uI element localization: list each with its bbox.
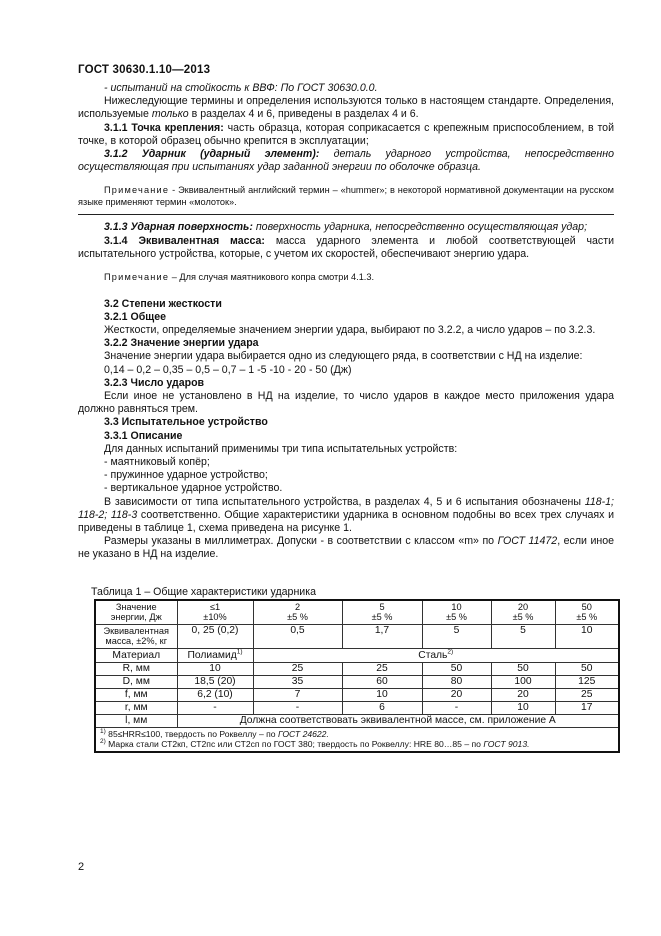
footnote-1: $^{1)}$ 85≤HRR≤100, твердость по Роквеллу – по ГОСТ 24622. — [100, 727, 329, 739]
term-3-1-4: 3.1.4 Эквивалентная масса: масса ударного элемента и любой соответствующей части испытательного устройства, которые, с учетом их скоростей, обеспечивают энергию удара. — [78, 234, 614, 260]
table-cell: 1,7 — [342, 624, 422, 648]
table-cell-l: Должна соответствовать эквивалентной массе, см. приложение А — [177, 714, 619, 727]
table-row — [95, 662, 619, 675]
table-cell: 125 — [555, 675, 619, 688]
table-cell-label: f, мм — [95, 688, 177, 701]
table-row-l — [95, 714, 619, 727]
heading-3-2-1: 3.2.1 Общее — [104, 310, 167, 323]
table-cell: 10 — [491, 701, 555, 714]
table-row — [95, 675, 619, 688]
table-cell-label: l, мм — [95, 714, 177, 727]
table-cell: 5 — [422, 624, 491, 648]
table-cell: 7 — [253, 688, 342, 701]
table-cell: - — [253, 701, 342, 714]
striker-characteristics-table — [94, 599, 620, 753]
table-cell: 5 ±5 % — [342, 600, 422, 624]
paragraph-3-2-2: Значение энергии удара выбирается одно из следующего ряда, в соответствии с НД на изделие: — [104, 350, 583, 363]
table-cell: ≤1 ±10% — [177, 600, 253, 624]
table-row-mass — [95, 624, 619, 648]
table-cell: 60 — [342, 675, 422, 688]
table-cell-polyamide: Полиамид$^{1)}$ — [177, 648, 253, 662]
table-cell: 20 ±5 % — [491, 600, 555, 624]
heading-3-3-1: 3.3.1 Описание — [104, 429, 183, 442]
table-cell: 25 — [253, 662, 342, 675]
table-cell-label: D, мм — [95, 675, 177, 688]
term-3-1-2: 3.1.2 Ударник (ударный элемент): деталь ударного устройства, непосредственно осуществляющая при испытаниях удар заданной энергии по оболочке образца. — [78, 148, 614, 174]
table-cell-label: Материал — [95, 648, 177, 662]
table-row-energy — [95, 600, 619, 624]
table-cell: 10 ±5 % — [422, 600, 491, 624]
table-cell-label: R, мм — [95, 662, 177, 675]
paragraph-intro: Нижеследующие термины и определения используются только в настоящем стандарте. Определения, используемые только в разделах 4 и 6, приведены в разделах 4 и 6. — [78, 95, 614, 121]
list-item-spring: - пружинное ударное устройство; — [104, 469, 268, 482]
table-cell: 10 — [177, 662, 253, 675]
term-3-1-3: 3.1.3 Ударная поверхность: поверхность ударника, непосредственно осуществляющая удар; — [104, 221, 588, 234]
table-cell-label: Значение энергии, Дж — [95, 600, 177, 624]
footnote-2: $^{2)}$ Марка стали СТ2кп, СТ2пс или СТ2сп по ГОСТ 380; твердость по Роквеллу: HRE 80…85 – по ГОСТ 9013. — [100, 738, 530, 749]
term-3-1-1: 3.1.1 Точка крепления: часть образца, которая соприкасается с крепежным приспособлением, в той точке, в которой образец обычно крепится в эксплуатации; — [78, 121, 614, 147]
table-cell-steel: Сталь$^{2)}$ — [253, 648, 619, 662]
table-cell: 25 — [555, 688, 619, 701]
table-row-material — [95, 648, 619, 662]
document-body — [78, 82, 614, 562]
paragraph-test-designation: В зависимости от типа испытательного устройства, в разделах 4, 5 и 6 испытания обозначены 118-1; 118-2; 118-3 соответственно. Общие характеристики ударника в основном подобны во всех трех случаях и приведены в таблице 1, схема приведена на рисунке 1. — [78, 495, 615, 534]
table-cell: 50 — [422, 662, 491, 675]
page-number: 2 — [78, 861, 85, 873]
document-header: ГОСТ 30630.1.10—2013 — [78, 64, 211, 76]
table-row-footnotes — [95, 727, 619, 752]
table-cell: 35 — [253, 675, 342, 688]
heading-3-2: 3.2 Степени жесткости — [104, 297, 222, 310]
table-cell: 50 — [555, 662, 619, 675]
table-cell-label: Эквивалентная масса, ±2%, кг — [95, 624, 177, 648]
table-cell: 5 — [491, 624, 555, 648]
table-cell: - — [422, 701, 491, 714]
paragraph-line1: - испытаний на стойкость к ВВФ: По ГОСТ 30630.0.0. — [104, 82, 378, 94]
table-cell: 6,2 (10) — [177, 688, 253, 701]
energy-series: 0,14 – 0,2 – 0,35 – 0,5 – 0,7 – 1 -5 -10 - 20 - 50 (Дж) — [104, 363, 352, 376]
heading-3-2-3: 3.2.3 Число ударов — [104, 376, 205, 389]
table-cell: 50 ±5 % — [555, 600, 619, 624]
table-cell: 10 — [555, 624, 619, 648]
note-1: Примечание - Эквивалентный английский термин – «hummer»; в некоторой нормативной документации на русском языке применяют термин «молоток». — [78, 185, 614, 207]
table-footnotes — [95, 727, 619, 752]
paragraph-dimensions: Размеры указаны в миллиметрах. Допуски - в соответствии с классом «m» по ГОСТ 11472, если иное не указано в НД на изделие. — [78, 535, 614, 561]
paragraph-3-3-1: Для данных испытаний применимы три типа испытательных устройств: — [104, 442, 458, 455]
table-cell: 20 — [422, 688, 491, 701]
table-cell: 100 — [491, 675, 555, 688]
table-cell: 25 — [342, 662, 422, 675]
table-caption: Таблица 1 – Общие характеристики ударника — [91, 586, 316, 598]
table-cell: 0, 25 (0,2) — [177, 624, 253, 648]
separator-line — [78, 214, 614, 215]
table-cell: - — [177, 701, 253, 714]
table-cell: 80 — [422, 675, 491, 688]
table-cell: 50 — [491, 662, 555, 675]
table-cell: 18,5 (20) — [177, 675, 253, 688]
paragraph-3-2-1: Жесткости, определяемые значением энергии удара, выбирают по 3.2.2, а число ударов – по 3.2.3. — [104, 323, 596, 336]
table-cell: 2 ±5 % — [253, 600, 342, 624]
table-cell: 6 — [342, 701, 422, 714]
note-2: Примечание – Для случая маятникового копра смотри 4.1.3. — [104, 272, 375, 283]
table-cell: 0,5 — [253, 624, 342, 648]
paragraph-3-2-3: Если иное не установлено в НД на изделие, то число ударов в каждое место приложения удара должно равняться трем. — [78, 389, 614, 416]
table-row — [95, 701, 619, 714]
table-cell: 10 — [342, 688, 422, 701]
heading-3-2-2: 3.2.2 Значение энергии удара — [104, 337, 259, 350]
table-cell-label: r, мм — [95, 701, 177, 714]
table-cell: 20 — [491, 688, 555, 701]
table-cell: 17 — [555, 701, 619, 714]
table-row — [95, 688, 619, 701]
heading-3-3: 3.3 Испытательное устройство — [104, 416, 268, 429]
list-item-vertical: - вертикальное ударное устройство. — [104, 482, 283, 495]
list-item-pendulum: - маятниковый копёр; — [104, 455, 210, 468]
